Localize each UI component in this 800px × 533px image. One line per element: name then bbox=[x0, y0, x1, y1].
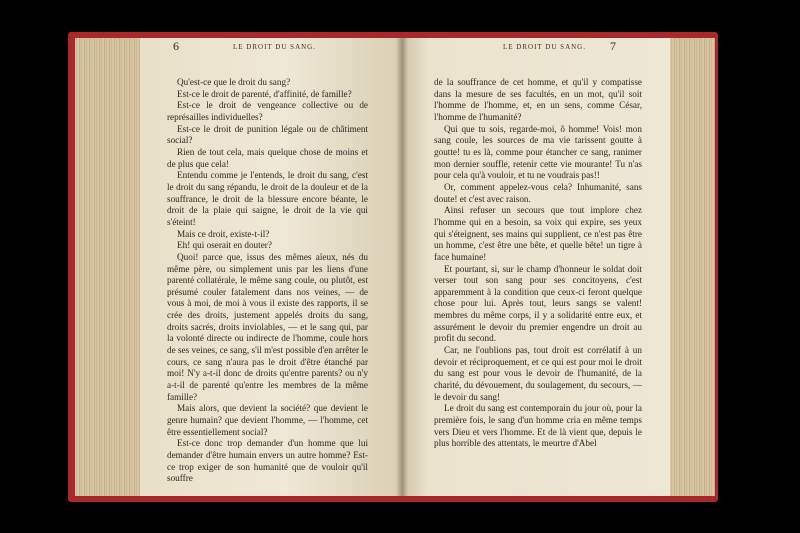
paragraph: Qu'est-ce que le droit du sang? bbox=[177, 77, 291, 87]
right-page-number: 7 bbox=[610, 39, 616, 53]
paragraph: Quoi! parce que, issus des mêmes aïeux, nés du même père, ou simplement unis par les liens d'une parenté collatérale, le même sang coule, ou plutôt, est présumé couler fatalement dans nos veines, — de vous à moi, de moi à vous il existe des rapports, il se crée des droits, justement appelés droits du sang, droits sacrés, droits inviolables, — et le sang qui, par la volonté directe ou indirecte de l'homme, coule hors de ses veines, ce sang, s'il m'est possible d'en arrêter le cours, ce sang n'aura pas le droit d'être étanché par moi! N'y a-t-il donc de droits qu'entre parents? ou n'y a-t-il de parenté qu'entre les membres de la même famille? bbox=[167, 251, 368, 402]
paragraph: Et pourtant, si, sur le champ d'honneur le soldat doit verser tout son sang pour ses concitoyens, c'est apparemment à la condition que ceux-ci feront quelque chose pour lui. Après tout, leurs sangs se valent! membres du même corps, il y a solidarité entre eux, et assurément le devoir du premier engendre un droit au profit du second. bbox=[434, 263, 642, 344]
left-page-edges bbox=[75, 38, 147, 496]
continued-paragraph: de la souffrance de cet homme, et qu'il y compatisse dans la mesure de ses facultés, en un mot, qu'il soit l'homme de l'homme, et, en un sens, comme César, l'homme de l'humanité? bbox=[434, 77, 642, 122]
paragraph: Est-ce donc trop demander d'un homme que lui demander d'être humain envers un autre homme? Est-ce trop exiger de son humanité que de vouloir qu'il souffre bbox=[167, 438, 368, 484]
right-page-text bbox=[434, 77, 642, 450]
paragraph: Est-ce le droit de parenté, d'affinité, de famille? bbox=[177, 88, 352, 99]
paragraph: Est-ce le droit de punition légale ou de châtiment social? bbox=[167, 123, 368, 146]
paragraph: Eh! qui oserait en douter? bbox=[177, 240, 272, 251]
paragraph: Entendu comme je l'entends, le droit du sang, c'est le droit du sang répandu, le droit de la douleur et de la souffrance, le droit de la blessure encore béante, le droit de la plaie qui saigne, le droit de la vie qui s'éteint! bbox=[167, 170, 368, 227]
paragraph: Mais ce droit, existe-t-il? bbox=[177, 228, 270, 239]
paragraph: Car, ne l'oublions pas, tout droit est corrélatif à un devoir et réciproquement, et ce qui est pour moi le droit du sang est pour vous le devoir de l'humanité, de la charité, du dévouement, du soulagement, du secours, — le devoir du sang! bbox=[434, 345, 642, 402]
paragraph: Le droit du sang est contemporain du jour où, pour la première fois, le sang d'un homme cria en même temps vers Dieu et vers l'homme. Et de là vient que, depuis le plus horrible des attentats, le meurtre d'Abel bbox=[434, 403, 642, 449]
paragraph: Est-ce le droit de vengeance collective ou de représailles individuelles? bbox=[167, 100, 368, 122]
paragraph: Rien de tout cela, mais quelque chose de moins et de plus que cela! bbox=[167, 146, 368, 169]
right-running-header: LE DROIT DU SANG. bbox=[503, 43, 586, 51]
paragraph: Or, comment appelez-vous cela? Inhumanité, sans doute! et c'est avec raison. bbox=[434, 181, 642, 204]
right-page-edges bbox=[665, 38, 715, 496]
paragraph: Mais alors, que devient la société? que devient le genre humain? que devient l'homme, — l'homme, cet être essentiellement social? bbox=[167, 403, 368, 437]
left-running-header: LE DROIT DU SANG. bbox=[233, 43, 316, 51]
left-page-text bbox=[167, 77, 368, 485]
right-page bbox=[402, 38, 670, 496]
book-gutter bbox=[396, 38, 408, 496]
paragraph: Ainsi refuser un secours que tout implore chez l'homme qui en a besoin, sa voix qui expire, ses yeux qui s'éteignent, ses mains qui supplient, ce n'est pas être un homme, c'est être une bête, et quelle bête! un tigre à face humaine! bbox=[434, 205, 642, 262]
paragraph: Qui que tu sois, regarde-moi, ô homme! Vois! mon sang coule, les sources de ma vie tarissent goutte à goutte! tu es là, comme pour étancher ce sang, ranimer mon dernier souffle, retenir cette vie mourante! Tu n'as pour cela qu'à vouloir, et tu ne voudrais pas!! bbox=[434, 123, 642, 181]
left-page-number: 6 bbox=[173, 39, 179, 53]
left-page bbox=[140, 38, 402, 496]
